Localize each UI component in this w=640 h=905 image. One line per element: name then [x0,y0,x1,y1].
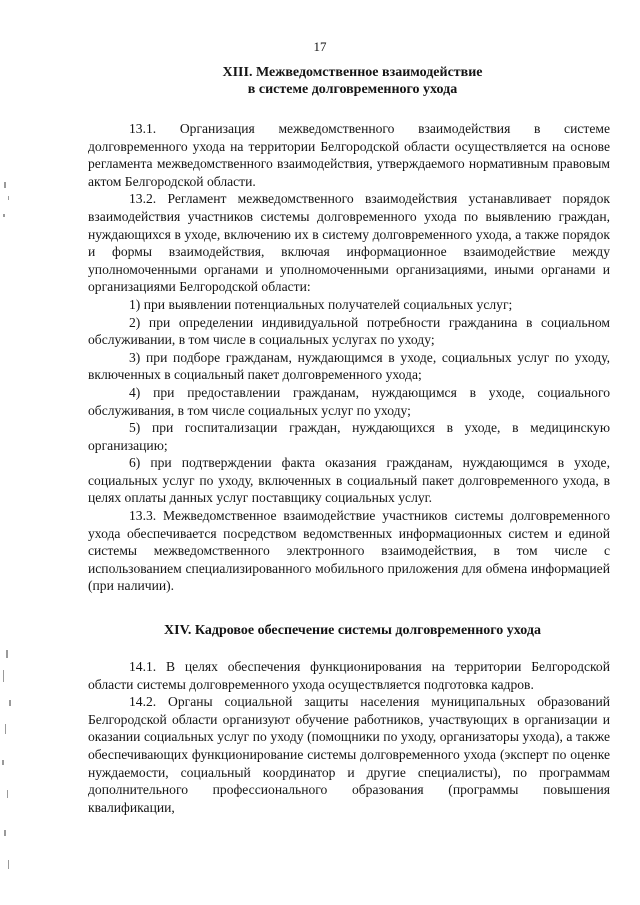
paragraph-13-1: 13.1. Организация межведомственного взаимодействия в системе долговременного ухода на территории Белгородской области осуществляется на основе регламента межведомственного взаимодействия, утверждаемого нормативным правовым актом Белгородской области. [88,121,610,189]
section-13-body [88,120,610,595]
section-14-body [88,658,610,816]
section-14-heading [60,622,640,639]
paragraph-14-1: 14.1. В целях обеспечения функционирования на территории Белгородской области системы долговременного ухода осуществляется подготовка кадров. [88,659,610,692]
section-13-title-line-2: в системе долговременного ухода [247,82,458,97]
paragraph-13-3: 13.3. Межведомственное взаимодействие участников системы долговременного ухода обеспечивается посредством ведомственных информационных систем и единой системы межведомственного электронного взаимодействия, в том числе с использованием специализированного мобильного приложения для обмена информацией (при наличии). [88,508,610,594]
list-item-6: 6) при подтверждении факта оказания гражданам, нуждающимся в уходе, социальных услуг по уходу, включенных в социальный пакет долговременного ухода, в целях оплаты данных услуг поставщику социальных услуг. [88,455,610,506]
section-13-title-line-1: XIII. Межведомственное взаимодействие [222,65,483,80]
list-item-3: 3) при подборе гражданам, нуждающимся в уходе, социальных услуг по уходу, включенных в социальный пакет долговременного ухода; [88,349,610,383]
list-item-4: 4) при предоставлении гражданам, нуждающимся в уходе, социального обслуживания, в том числе социальных услуг по уходу; [88,384,610,418]
section-14-title: XIV. Кадровое обеспечение системы долговременного ухода [164,623,541,638]
list-item-1: 1) при выявлении потенциальных получателей социальных услуг; [129,296,513,312]
paragraph-14-2: 14.2. Органы социальной защиты населения муниципальных образований Белгородской области организуют обучение работников, участвующих в организации и оказании социальных услуг по уходу (помощники по уходу, организаторы ухода), а также обеспечивающих функционирование системы долговременного ухода (эксперт по оценке нуждаемости, социальный координатор и другие специалисты), по программам дополнительного профессионального образования (программы повышения квалификации, [88,694,610,815]
paragraph-13-2: 13.2. Регламент межведомственного взаимодействия устанавливает порядок взаимодействия участников системы долговременного ухода по выявлению граждан, нуждающихся в уходе, включению их в систему долговременного ухода, а также порядок и формы взаимодействия, включая информационное взаимодействие между уполномоченными органами и уполномоченными организациями, иными органами и организациями Белгородской области: [88,191,610,295]
list-item-5: 5) при госпитализации граждан, нуждающихся в уходе, в медицинскую организацию; [88,420,610,453]
section-13-heading [60,64,640,98]
scan-margin-noise [0,0,20,905]
page-number: 17 [313,39,327,54]
list-item-2: 2) при определении индивидуальной потребности гражданина в социальном обслуживании, в том числе в социальных услугах по уходу; [88,314,610,348]
